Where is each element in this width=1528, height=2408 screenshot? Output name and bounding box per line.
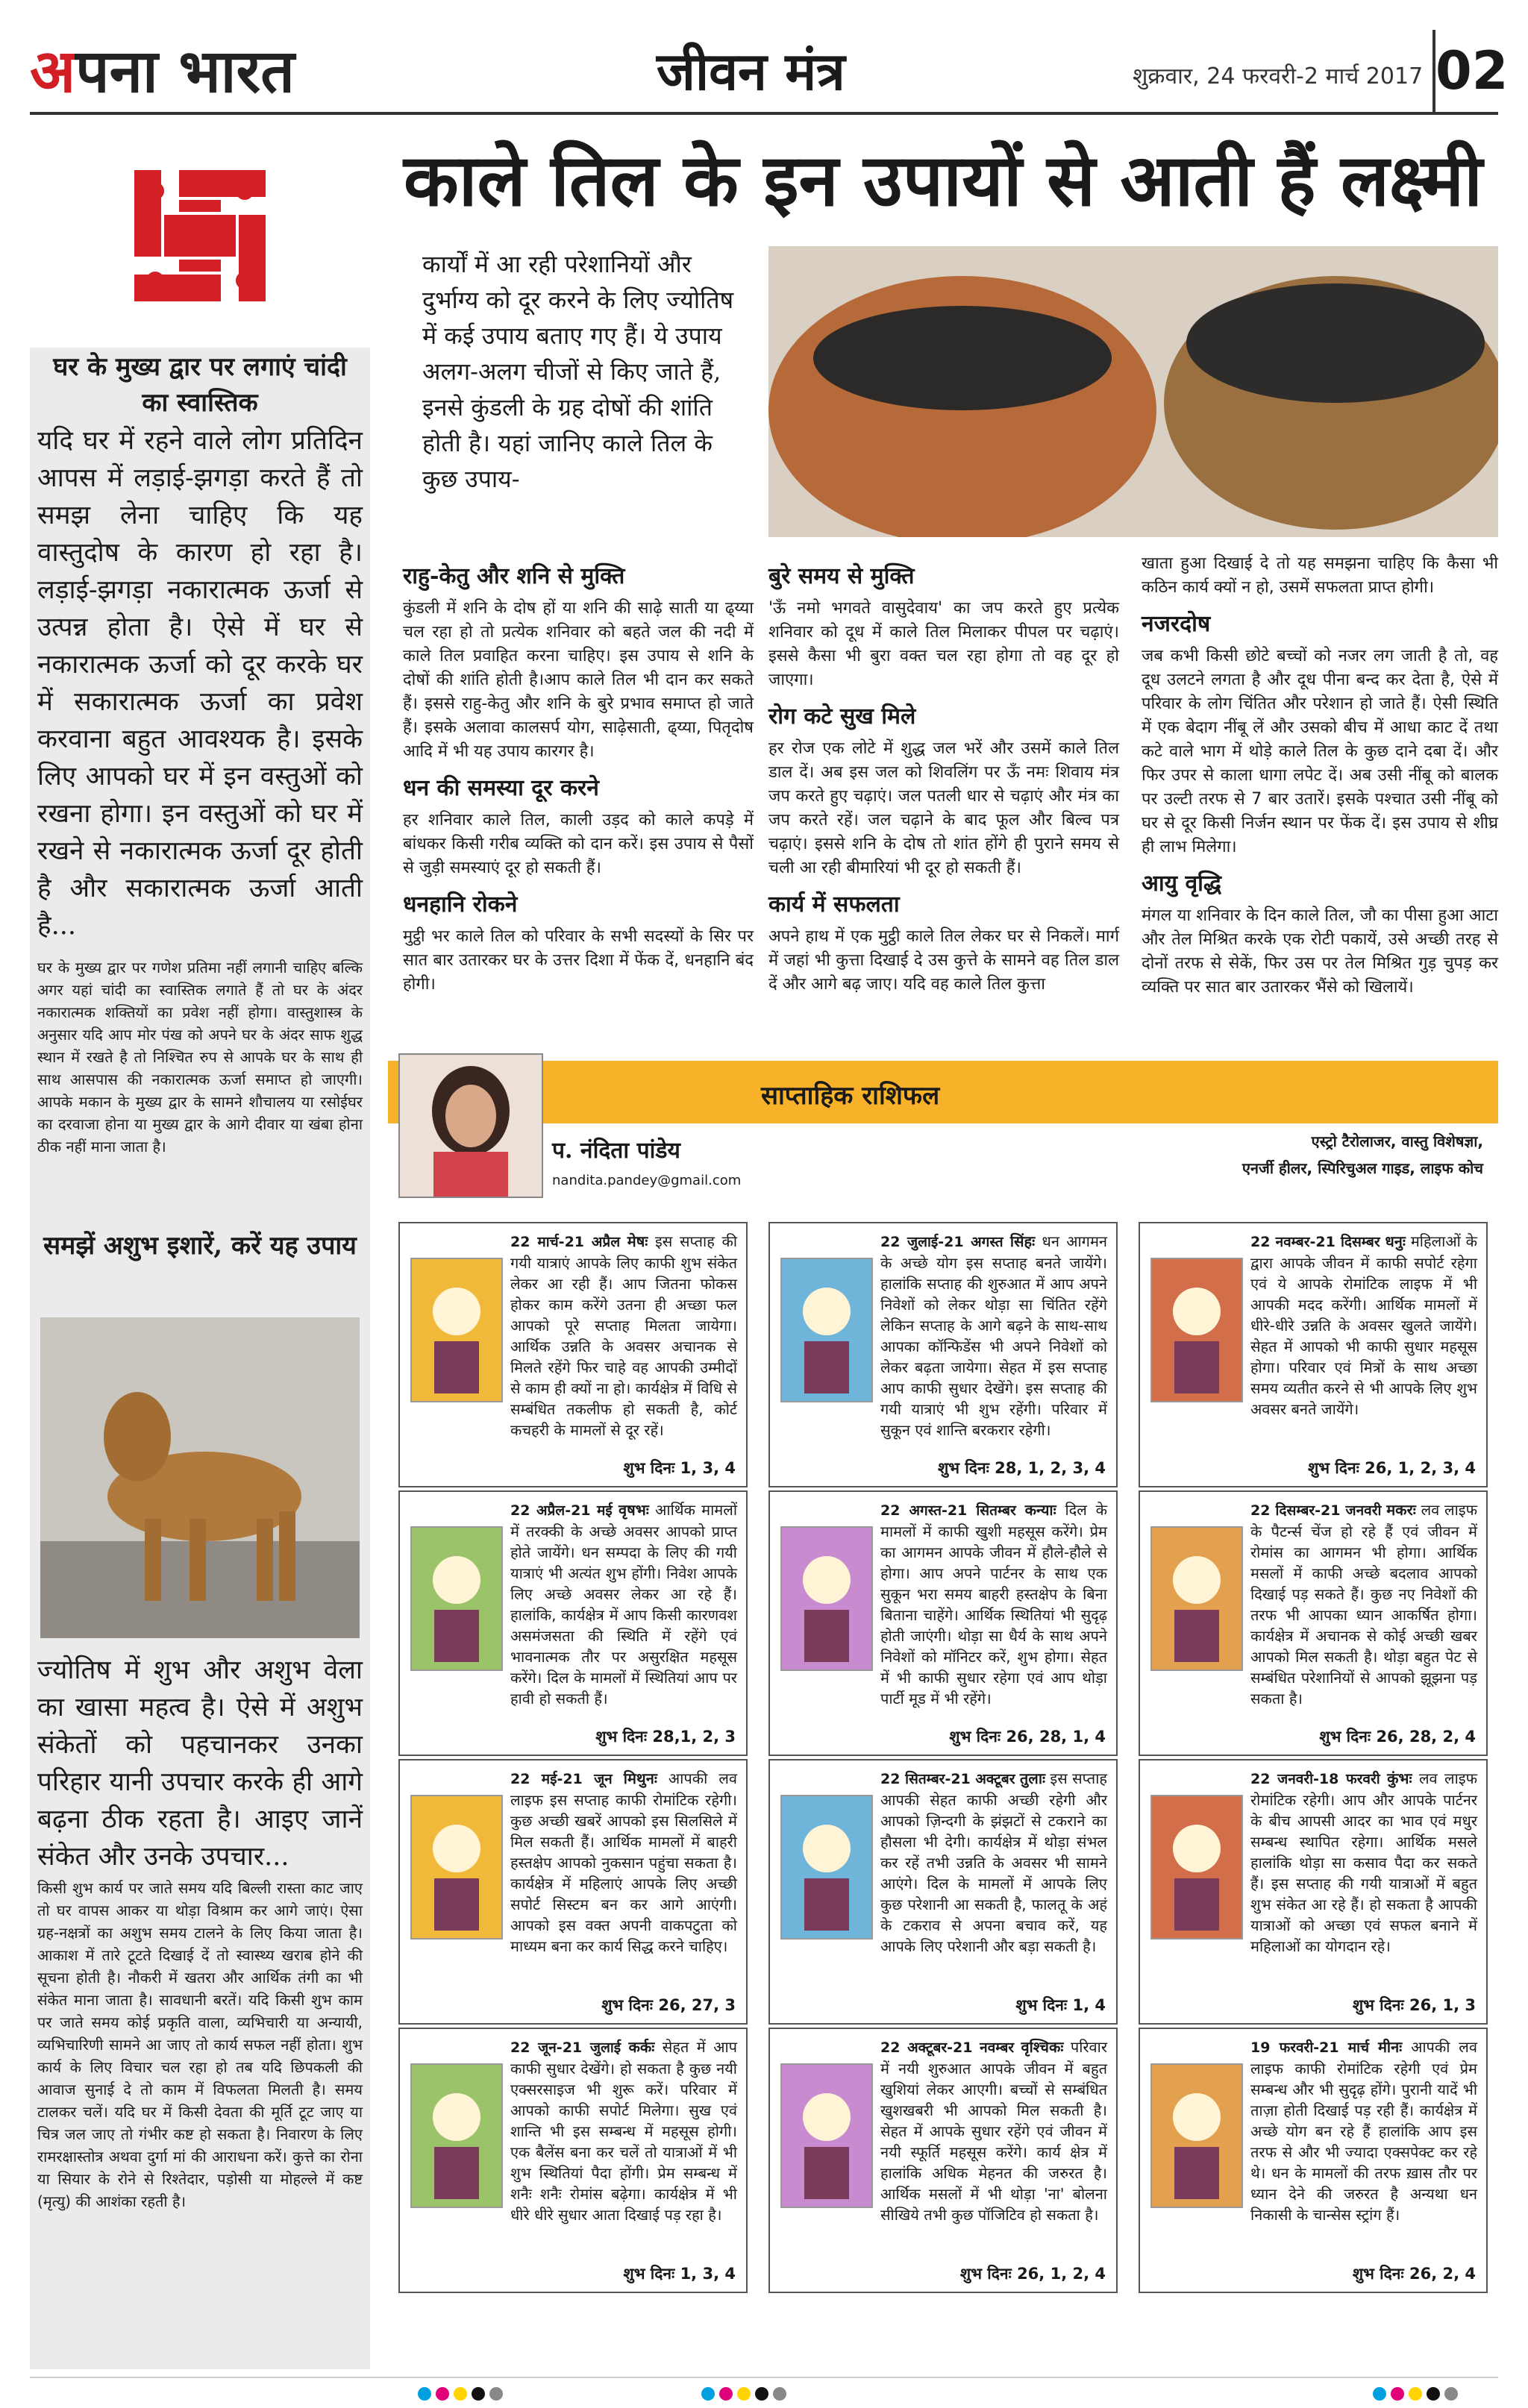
rashi-dates: 22 अप्रैल-21 मई xyxy=(510,1502,613,1519)
author-designation-2: एनर्जी हीलर, स्पिरिचुअल गाइड, लाइफ कोच xyxy=(1242,1159,1483,1177)
para-dhan-samasya: हर शनिवार काले तिल, काली उड़द को काले कपड़े में बांधकर किसी गरीब व्यक्ति को दान करें। इस उपाय से पैसों से जुड़ी समस्याएं दूर हो सकती हैं। xyxy=(403,811,754,877)
dog-photo xyxy=(40,1317,360,1638)
rashi-card xyxy=(1139,1759,1488,2025)
rashi-prediction: दिल के मामलों में काफी खुशी महसूस करेंगे। प्रेम का आगमन आपके जीवन में हौले-हौले से होगा। आप अपने पार्टनर के साथ एक सुकून भरा समय बाहरी हस्तक्षेप के बिना बिताना चाहेंगे। आर्थिक स्थितियां भी सुदृढ़ होती जाएंगी। थोड़ा सा धैर्य के साथ अपने निवेशों को मॉनिटर करें, शुभ होगा। सेहत में भी काफी सुधार रहेगा एवं आप थोड़ा पार्टी मूड में भी रहेंगे। xyxy=(880,1501,1108,1708)
rashi-name: कुंभः xyxy=(1387,1769,1412,1787)
registration-dot xyxy=(737,2387,751,2401)
swastik-image xyxy=(30,124,370,348)
rashi-card xyxy=(1139,1222,1488,1487)
tarot-card-image xyxy=(780,1526,873,1671)
tarot-card-image xyxy=(410,1795,503,1940)
rashi-dates: 19 फरवरी-21 मार्च xyxy=(1250,2039,1370,2056)
subhead-dhan-samasya: धन की समस्या दूर करने xyxy=(403,775,599,801)
registration-dot xyxy=(719,2387,733,2401)
rashi-card xyxy=(768,1490,1118,1756)
registration-dot xyxy=(1373,2387,1386,2401)
para-rahu-ketu: कुंडली में शनि के दोष हों या शनि की साढ़े साती या ढ्य्या चल रहा हो तो प्रत्येक शनिवार को बहते जल की नदी में काले तिल प्रवाहित करना चाहिए। इस उपाय से शनि के दोषों की शांति होती है।आप काले तिल भी दान कर सकते हैं। इससे राहु-केतु और शनि के बुरे प्रभाव समाप्त हो जाते हैं। इसके अलावा कालसर्प योग, साढ़ेसाती, ढ्य्या, पितृदोष आदि में भी यह उपाय कारगर है। xyxy=(403,599,754,761)
tarot-card-image xyxy=(1150,2063,1243,2208)
subhead-rahu-ketu: राहु-केतु और शनि से मुक्ति xyxy=(403,563,625,589)
registration-dot xyxy=(436,2387,449,2401)
subhead-aayu: आयु वृद्धि xyxy=(1142,871,1221,897)
author-email[interactable]: nandita.pandey@gmail.com xyxy=(552,1173,742,1188)
rashi-dates: 22 जून-21 जुलाई xyxy=(510,2039,621,2056)
registration-dot xyxy=(489,2387,503,2401)
lucky-days: शुभ दिनः 1, 3, 4 xyxy=(623,1459,736,1477)
rashi-card xyxy=(1139,2028,1488,2293)
article-lead: कार्यों में आ रही परेशानियों और दुर्भाग्य को दूर करने के लिए ज्योतिष में कई उपाय बताए गए हैं। ये उपाय अलग-अलग चीजों से किए जाते हैं, इनसे कुंडली के ग्रह दोषों की शांति होती है। यहां जानिए काले तिल के कुछ उपाय- xyxy=(422,250,734,493)
left-intro-2: ज्योतिष में शुभ और अशुभ वेला का खासा महत्व है। ऐसे में अशुभ संकेतों को पहचानकर उनका परिहार यानी उपचार करके ही आगे बढ़ना ठीक रहता है। आइए जानें संकेत और उनके उपचार... xyxy=(37,1655,363,1872)
tarot-card-image xyxy=(1150,1526,1243,1671)
lucky-days: शुभ दिनः 26, 1, 2, 4 xyxy=(959,2265,1106,2283)
rashi-card xyxy=(398,1222,748,1487)
rashi-name: कन्याः xyxy=(1024,1501,1056,1519)
para-bure-samay: 'ऊँ नमो भगवते वासुदेवाय' का जप करते हुए प्रत्येक शनिवार को दूध में काले तिल मिलाकर पीपल पर चढ़ाएं। इससे कैसा भी बुरा वक्त चल रहा होगा तो वह दूर हो जाएगा। xyxy=(768,599,1119,689)
main-headline: काले तिल के इन उपायों से आती हैं लक्ष्मी xyxy=(403,138,1483,222)
rashi-dates: 22 मार्च-21 अप्रैल xyxy=(510,1234,621,1250)
lucky-days: शुभ दिनः 28, 1, 2, 3, 4 xyxy=(938,1459,1106,1477)
rashi-prediction: सेहत में आप काफी सुधार देखेंगे। हो सकता है कुछ नयी एक्सरसाइज भी शुरू करें। परिवार में आपको काफी सपोर्ट मिलेगा। सुख एवं शान्ति भी इस सम्बन्ध में महसूस होगी। एक बैलेंस बना कर चलें तो यात्राओं में भी शुभ स्थितियां पैदा होंगी। प्रेम सम्बन्ध में शनैः शनैः रोमांस बढ़ेगा। कार्यक्षेत्र में भी धीरे धीरे सुधार आता दिखाई पड़ रहा है। xyxy=(510,2038,738,2224)
tarot-card-image xyxy=(780,2063,873,2208)
rashi-name: वृषभः xyxy=(619,1501,649,1519)
lucky-days: शुभ दिनः 26, 1, 2, 3, 4 xyxy=(1308,1459,1476,1477)
registration-dot xyxy=(1427,2387,1440,2401)
tarot-card-image xyxy=(410,1258,503,1402)
horoscope-section xyxy=(388,1047,1498,2293)
rashi-name: कर्कः xyxy=(628,2038,655,2056)
lucky-days: शुभ दिनः 26, 2, 4 xyxy=(1352,2265,1476,2283)
author-name: प. नंदिता पांडेय xyxy=(552,1138,680,1164)
tarot-card-image xyxy=(780,1795,873,1940)
rashi-dates: 22 मई-21 जून xyxy=(510,1771,613,1787)
masthead xyxy=(30,30,1509,115)
rashi-name: मीनः xyxy=(1377,2038,1403,2056)
rashi-card xyxy=(398,1759,748,2025)
horoscope-title: साप्ताहिक राशिफल xyxy=(761,1081,940,1111)
rashi-card xyxy=(768,1222,1118,1487)
para-nazardosh: जब कभी किसी छोटे बच्चों को नजर लग जाती है तो, वह दूध उलटने लगता है और दूध पीना बन्द कर देता है, ऐसे में परिवार के लोग चिंतित और परेशान हो जाते हैं। ऐसी स्थिति में एक बेदाग नींबू लें और उसको बीच में आधा काट दें तथा कटे वाले भाग में थोड़े काले तिल के कुछ दाने दबा दें। और फिर उपर से काला धागा लपेट दें। अब उसी नींबू को बालक पर उल्टी तरफ से 7 बार उतारें। इसके पश्चात उसी नींबू को घर से दूर किसी निर्जन स्थान पर फेंक दें। इस उपाय से शीघ्र ही लाभ मिलेगा। xyxy=(1142,647,1498,856)
rashi-card xyxy=(398,1490,748,1756)
registration-dot xyxy=(472,2387,485,2401)
rashi-card xyxy=(398,2028,748,2293)
tarot-card-image xyxy=(1150,1258,1243,1402)
rashi-card xyxy=(768,1759,1118,2025)
rashi-dates: 22 दिसम्बर-21 जनवरी xyxy=(1250,1502,1382,1519)
rashi-prediction: इस सप्ताह की गयी यात्राएं आपके लिए काफी शुभ संकेत लेकर आ रही हैं। आप जितना फोकस होकर काम करेंगे उतना ही अच्छा फल आपको पूरे सप्ताह मिलता जायेगा। आर्थिक उन्नति के अवसर अचानक से मिलते रहेंगे फिर चाहे वह आपकी उम्मीदों से काम ही क्यों ना हो। कार्यक्षेत्र में विधि से सम्बंधित तकलीफ हो सकती है, कोर्ट कचहरी के मामलों से दूर रहें। xyxy=(510,1232,738,1439)
rashi-text xyxy=(1250,1768,1477,1957)
lucky-days: शुभ दिनः 1, 3, 4 xyxy=(623,2265,736,2283)
rashi-prediction: आपकी लव लाइफ इस सप्ताह काफी रोमांटिक रहेगी। कुछ अच्छी खबरें आपको इस सिलसिले में मिल सकती हैं। आर्थिक मामलों में बाहरी हस्तक्षेप आपको नुकसान पहुंचा सकता है। कार्यक्षेत्र में महिलाएं आपके लिए अच्छी सपोर्ट सिस्टम बन कर आगे आएंगी। आपको इस वक्त अपनी वाकपटुता को माध्यम बना कर कार्य सिद्ध करने चाहिए। xyxy=(510,1769,737,1955)
rashi-text xyxy=(1250,1499,1477,1709)
author-designation-1: एस्ट्रो टैरोलाजर, वास्तु विशेषज्ञा, xyxy=(1311,1132,1483,1150)
rashi-name: धनुः xyxy=(1385,1232,1406,1250)
left-heading-1: घर के मुख्य द्वार पर लगाएं चांदी का स्वास्तिक xyxy=(53,352,347,418)
subhead-rog: रोग कटे सुख मिले xyxy=(768,703,916,730)
author-photo xyxy=(398,1053,543,1198)
sesame-photo xyxy=(768,246,1498,537)
rashi-dates: 22 सितम्बर-21 अक्टूबर xyxy=(880,1771,1015,1787)
rashi-prediction: परिवार में नयी शुरुआत आपके जीवन में बहुत खुशियां लेकर आएगी। बच्चों से सम्बंधित खुशखबरी भी आपको मिल सकती है। सेहत में आपके सुधार रहेंगे एवं जीवन में नयी स्फूर्ति महसूस करेंगे। कार्य क्षेत्र में हालांकि अधिक मेहनत की जरुरत है। आर्थिक मसलों में भी थोड़ा 'ना' बोलना सीखिये तभी कुछ पॉजिटिव हो सकता है। xyxy=(880,2038,1108,2224)
rashi-name: मकरः xyxy=(1386,1501,1416,1519)
rashi-text xyxy=(880,1768,1107,1957)
left-body-2: किसी शुभ कार्य पर जाते समय यदि बिल्ली रास्ता काट जाए तो घर वापस आकर या थोड़ा विश्राम कर आगे जाएं। ऐसा ग्रह-नक्षत्रों का अशुभ समय टालने के लिए किया जाता है। आकाश में तारे टूटते दिखाई दें तो स्वास्थ्य खराब होने की सूचना होती है। नौकरी में खतरा और आर्थिक तंगी का भी संकेत माना जाता है। सावधानी बरतें। यदि किसी शुभ काम पर जाते समय कोई प्रकृति वाला, व्यभिचारी या अन्यायी, व्यभिचारिणी सामने आ जाए तो कार्य सफल नहीं होता। शुभ कार्य के लिए विचार चल रहा हो तब यदि छिपकली की आवाज सुनाई दे तो काम में विफलता मिलती है। समय टालकर चलें। यदि घर में किसी देवता की मूर्ति टूट जाए या चित्र जल जाए तो गंभीर कष्ट हो सकता है। निवारण के लिए रामरक्षास्तोत्र अथवा दुर्गा मां की आराधना करें। कुत्ते का रोना या सियार के रोने से रिश्तेदार, पड़ोसी या मोहल्ले में कष्ट (मृत्यु) की आशंका रहती है। xyxy=(37,1879,363,2210)
rashi-text xyxy=(1250,2037,1477,2225)
tarot-card-image xyxy=(410,2063,503,2208)
rashi-text xyxy=(510,2037,737,2225)
para-karya-safalta: अपने हाथ में एक मुट्ठी काले तिल लेकर घर से निकलें। मार्ग में जहां भी कुत्ता दिखाई दे उस कुत्ते के सामने वह तिल डाल दें और आगे बढ़ जाए। यदि वह काले तिल कुत्ता xyxy=(768,927,1119,994)
para-dhanhani: मुट्ठी भर काले तिल को परिवार के सभी सदस्यों के सिर पर सात बार उतारकर घर के उत्तर दिशा में फेंक दें, धनहानि बंद होगी। xyxy=(403,927,754,994)
left-body-1: घर के मुख्य द्वार पर गणेश प्रतिमा नहीं लगानी चाहिए बल्कि अगर यहां चांदी का स्वास्तिक लगाते हैं तो घर के अंदर नकारात्मक शक्तियों का प्रवेश नहीं होगा। वास्तुशास्त्र के अनुसार यदि आप मोर पंख को अपने घर के अंदर साफ शुद्ध स्थान में रखते है तो निश्चित रुप से आपके घर के साथ ही साथ आसपास की नकारात्मक ऊर्जा समाप्त हो जाएगी। आपके मकान के मुख्य द्वार के सामने शौचालय या रसोईघर का दरवाजा होना या मुख्य द्वार के आगे दीवार या खंबा होना ठीक नहीं माना जाता है। xyxy=(37,959,363,1156)
registration-dot xyxy=(1409,2387,1422,2401)
article-col-1 xyxy=(403,552,754,997)
rashi-name: तुलाः xyxy=(1019,1769,1046,1787)
tarot-card-image xyxy=(410,1526,503,1671)
rashi-prediction: आपकी लव लाइफ काफी रोमांटिक रहेगी एवं प्रेम सम्बन्ध और भी सुदृढ़ होंगे। पुरानी यादें भी ताज़ा होती दिखाई पड़ रही हैं। कार्यक्षेत्र में अच्छे योग बन रहे हैं हालांकि आप इस तरफ से और भी ज्यादा एक्सपेक्ट कर रहे थे। धन के मामलों की तरफ ख़ास तौर पर ध्यान देने की जरुरत है अन्यथा धन निकासी के चान्सेस स्ट्रांग हैं। xyxy=(1250,2038,1477,2224)
registration-dot xyxy=(418,2387,431,2401)
lucky-days: शुभ दिनः 28,1, 2, 3 xyxy=(595,1728,736,1746)
registration-dot xyxy=(773,2387,786,2401)
rashi-prediction: लव लाइफ रोमांटिक रहेगी। आप और आपके पार्टनर के बीच आपसी आदर का भाव एवं मधुर सम्बन्ध स्थापित रहेगा। आर्थिक मसले हालांकि थोड़ा सा कसाव पैदा कर सकते हैं। इस सप्ताह की गयी यात्राओं में बहुत शुभ संकेत आ रहे हैं। हो सकता है आपकी यात्राओं को अच्छा एवं सफल बनाने में महिलाओं का योगदान रहे। xyxy=(1250,1769,1477,1955)
lucky-days: शुभ दिनः 26, 28, 2, 4 xyxy=(1319,1728,1476,1746)
rashi-prediction: इस सप्ताह आपकी सेहत काफी अच्छी रहेगी और आपको ज़िन्दगी के झंझटों से टकराने का हौसला भी देगी। कार्यक्षेत्र में थोड़ा संभल कर रहें तभी उन्नति के अवसर भी सामने आएंगे। दिल के मामलों में आपके लिए कुछ परेशानी आ सकती है, फालतू के अहं के टकराव से अपना बचाव करें, यह आपके लिए परेशानी और बड़ा सकती है। xyxy=(880,1769,1108,1955)
registration-dot xyxy=(454,2387,467,2401)
rashi-card xyxy=(768,2028,1118,2293)
newspaper-logo: अपना भारत xyxy=(30,36,295,106)
footer-rule xyxy=(30,2377,1498,2378)
page-number: 02 xyxy=(1432,30,1501,112)
registration-dot xyxy=(701,2387,715,2401)
rashi-text xyxy=(1250,1231,1477,1420)
rashi-name: मेषः xyxy=(627,1232,648,1250)
registration-dot xyxy=(755,2387,768,2401)
subhead-dhanhani: धनहानि रोकने xyxy=(403,891,518,918)
para-aayu: मंगल या शनिवार के दिन काले तिल, जौ का पीसा हुआ आटा और तेल मिश्रित करके एक रोटी पकायें, उसे अच्छी तरह से दोनों तरफ से सेकें, फिर उस पर तेल मिश्रित गुड़ चुपड़ कर व्यक्ति पर सात बार उतारकर भैंसे को खिलायें। xyxy=(1142,906,1498,997)
rashi-dates: 22 नवम्बर-21 दिसम्बर xyxy=(1250,1234,1380,1250)
rashi-text xyxy=(510,1499,737,1709)
left-heading-2: समझें अशुभ इशारें, करें यह उपाय xyxy=(43,1231,357,1261)
article-col-2 xyxy=(768,552,1119,997)
rashi-text xyxy=(880,1499,1107,1709)
rashi-prediction: महिलाओं के द्वारा आपके जीवन में काफी सपोर्ट रहेगा एवं ये आपके रोमांटिक लाइफ में भी आपकी मदद करेंगी। आर्थिक मामलों में धीरे-धीरे उन्नति के अवसर खुलते जायेंगे। सेहत में आपको भी काफी सुधार महसूस होगा। परिवार एवं मित्रों के साथ अच्छा समय व्यतीत करने से भी आपके लिए शुभ अवसर बनते जायेंगे। xyxy=(1250,1232,1478,1418)
registration-dot xyxy=(1444,2387,1458,2401)
tarot-card-image xyxy=(780,1258,873,1402)
rashi-text xyxy=(510,1231,737,1440)
rashi-dates: 22 जुलाई-21 अगस्त xyxy=(880,1234,1003,1250)
horoscope-title-band xyxy=(388,1061,1498,1123)
para-karya-safalta-cont: खाता हुआ दिखाई दे तो यह समझना चाहिए कि कैसा भी कठिन कार्य क्यों न हो, उसमें सफलता प्राप्त होगी। xyxy=(1142,554,1498,597)
rashi-text xyxy=(510,1768,737,1957)
rashi-text xyxy=(880,2037,1107,2225)
article-col-3 xyxy=(1142,552,1498,1000)
lucky-days: शुभ दिनः 26, 1, 3 xyxy=(1352,1996,1476,2014)
subhead-nazardosh: नजरदोष xyxy=(1142,611,1211,637)
lucky-days: शुभ दिनः 26, 28, 1, 4 xyxy=(949,1728,1106,1746)
rashi-text xyxy=(880,1231,1107,1440)
issue-date: शुक्रवार, 24 फरवरी-2 मार्च 2017 xyxy=(1133,63,1424,90)
tarot-card-image xyxy=(1150,1795,1243,1940)
left-sidebar xyxy=(30,124,370,2369)
section-title: जीवन मंत्र xyxy=(657,40,845,102)
subhead-bure-samay: बुरे समय से मुक्ति xyxy=(768,563,915,589)
left-intro-1: यदि घर में रहने वाले लोग प्रतिदिन आपस में लड़ाई-झगड़ा करते हैं तो समझ लेना चाहिए कि यह वास्तुदोष के कारण हो रहा है। लड़ाई-झगड़ा नकारात्मक ऊर्जा से उत्पन्न होता है। ऐसे में घर से नकारात्मक ऊर्जा को दूर करके घर में सकारात्मक ऊर्जा का प्रवेश करवाना बहुत आवश्यक है। इसके लिए आपको घर में इन वस्तुओं को रखना होगा। इन वस्तुओं को घर में रखने से नकारात्मक ऊर्जा दूर होती है और सकारात्मक ऊर्जा आती है... xyxy=(37,426,363,941)
rashi-card xyxy=(1139,1490,1488,1756)
registration-dot xyxy=(1391,2387,1404,2401)
rashi-prediction: लव लाइफ के पैटर्न्स चेंज हो रहे हैं एवं जीवन में रोमांस का आगमन भी होगा। आर्थिक मसलों में काफी अच्छे बदलाव आपको दिखाई पड़ सकते हैं। कुछ नए निवेशों की तरफ भी आपका ध्यान आकर्षित होगा। कार्यक्षेत्र में अचानक से कोई अच्छी खबर आपको मिल सकती है। थोड़ा बहुत पेट से सम्बंधित परेशानियों से आपको झूझना पड़ सकता है। xyxy=(1250,1501,1478,1708)
lucky-days: शुभ दिनः 1, 4 xyxy=(1015,1996,1106,2014)
rashi-name: मिथुनः xyxy=(623,1769,657,1787)
lucky-days: शुभ दिनः 26, 27, 3 xyxy=(601,1996,736,2014)
rashi-name: सिंहः xyxy=(1009,1232,1036,1250)
rashi-dates: 22 जनवरी-18 फरवरी xyxy=(1250,1771,1380,1787)
rashi-prediction: धन आगमन के अच्छे योग इस सप्ताह बनते जायेंगे। हालांकि सप्ताह की शुरुआत में आप अपने निवेशों को लेकर थोड़ा सा चिंतित रहेंगे लेकिन सप्ताह के आगे बढ़ने के साथ-साथ आपका कॉन्फिडेंस भी अपने निवेशों को लेकर बढ़ता जायेगा। सेहत में इस सप्ताह आप काफी सुधार देखेंगे। इस सप्ताह की गयी यात्राएं भी शुभ रहेंगी। परिवार में सुकून एवं शान्ति बरकरार रहेगी। xyxy=(880,1232,1108,1439)
rashi-dates: 22 अक्टूबर-21 नवम्बर xyxy=(880,2039,1015,2056)
subhead-karya-safalta: कार्य में सफलता xyxy=(768,891,900,918)
rashi-prediction: आर्थिक मामलों में तरक्की के अच्छे अवसर आपको प्राप्त होते जायेंगे। धन सम्पदा के लिए की गयी यात्राएं भी अत्यंत शुभ होंगी। निवेश आपके लिए अच्छे अवसर लेकर आ रहे हैं। हालांकि, कार्यक्षेत्र में आप किसी कारणवश असमंजसता की स्थिति में रहेंगे एवं भावनात्मक तौर पर असुरक्षित महसूस करेंगे। दिल के मामलों में स्थितियां आप पर हावी हो सकती हैं। xyxy=(510,1501,738,1708)
rashi-dates: 22 अगस्त-21 सितम्बर xyxy=(880,1502,1016,1519)
rashi-name: वृश्चिकः xyxy=(1021,2038,1064,2056)
para-rog: हर रोज एक लोटे में शुद्ध जल भरें और उसमें काले तिल डाल दें। अब इस जल को शिवलिंग पर ऊँ नमः शिवाय मंत्र जप करते हुए चढ़ाएं। जल पतली धार से चढ़ाएं और मंत्र का जप करते रहें। जल चढ़ाने के बाद फूल और बिल्व पत्र चढ़ाएं। इससे शनि के दोष तो शांत होंगे ही पुराने समय से चली आ रही बीमारियां भी दूर हो सकती हैं। xyxy=(768,739,1119,877)
